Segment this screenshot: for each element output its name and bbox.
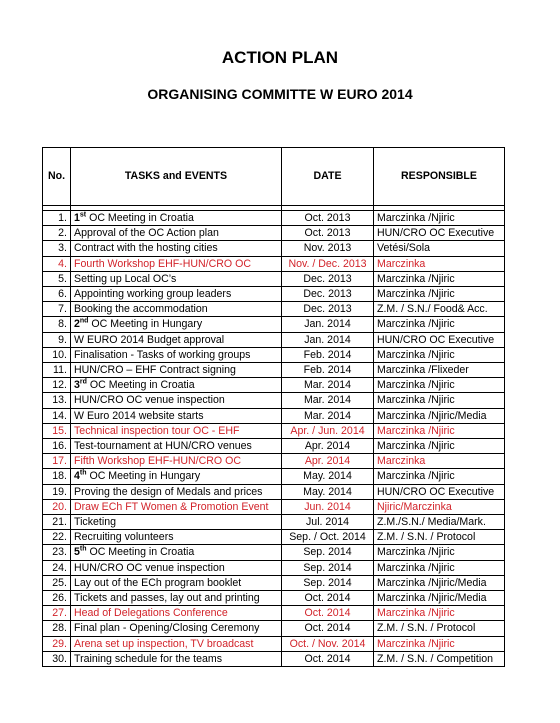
row-number: 23. bbox=[43, 545, 71, 560]
row-task: Appointing working group leaders bbox=[71, 287, 282, 302]
row-date: May. 2014 bbox=[282, 469, 374, 484]
table-row bbox=[43, 226, 505, 241]
table-row bbox=[43, 454, 505, 469]
row-task: Head of Delegations Conference bbox=[71, 606, 282, 621]
row-task: Approval of the OC Action plan bbox=[71, 226, 282, 241]
header-date: DATE bbox=[282, 148, 374, 206]
row-task: Arena set up inspection, TV broadcast bbox=[71, 636, 282, 651]
row-number: 11. bbox=[43, 363, 71, 378]
row-task bbox=[71, 469, 282, 484]
task-ordinal-suffix: st bbox=[79, 211, 87, 219]
row-number: 12. bbox=[43, 378, 71, 393]
row-number: 1. bbox=[43, 211, 71, 226]
row-task: Finalisation - Tasks of working groups bbox=[71, 347, 282, 362]
table-row bbox=[43, 378, 505, 393]
row-date: Oct. 2013 bbox=[282, 226, 374, 241]
table-row bbox=[43, 651, 505, 666]
document-title: ACTION PLAN bbox=[221, 48, 339, 67]
header-no: No. bbox=[43, 148, 71, 206]
row-number: 6. bbox=[43, 287, 71, 302]
task-text: OC Meeting in Hungary bbox=[89, 470, 201, 483]
table-row bbox=[43, 621, 505, 636]
row-date: Mar. 2014 bbox=[282, 408, 374, 423]
row-number: 22. bbox=[43, 530, 71, 545]
task-text: OC Meeting in Hungary bbox=[91, 318, 203, 331]
header-responsible: RESPONSIBLE bbox=[374, 148, 505, 206]
row-task: HUN/CRO OC venue inspection bbox=[71, 560, 282, 575]
row-responsible: Marczinka /Flixeder bbox=[374, 363, 505, 378]
row-date: Dec. 2013 bbox=[282, 287, 374, 302]
table-row bbox=[43, 241, 505, 256]
row-date: Apr. 2014 bbox=[282, 454, 374, 469]
table-row bbox=[43, 271, 505, 286]
row-responsible: Z.M. / S.N. / Protocol bbox=[374, 530, 505, 545]
table-row bbox=[43, 575, 505, 590]
row-number: 18. bbox=[43, 469, 71, 484]
row-task: W Euro 2014 website starts bbox=[71, 408, 282, 423]
row-task: Tickets and passes, lay out and printing bbox=[71, 591, 282, 606]
row-task: Test-tournament at HUN/CRO venues bbox=[71, 439, 282, 454]
table-row bbox=[43, 499, 505, 514]
row-number: 4. bbox=[43, 256, 71, 271]
task-text: OC Meeting in Croatia bbox=[89, 379, 195, 392]
row-date: May. 2014 bbox=[282, 484, 374, 499]
table-row bbox=[43, 256, 505, 271]
row-task: Booking the accommodation bbox=[71, 302, 282, 317]
document-subtitle: ORGANISING COMMITTE W EURO 2014 bbox=[147, 86, 413, 102]
row-date: Sep. 2014 bbox=[282, 575, 374, 590]
row-number: 16. bbox=[43, 439, 71, 454]
task-text: OC Meeting in Croatia bbox=[89, 546, 195, 559]
table-row bbox=[43, 287, 505, 302]
row-responsible: Marczinka /Njiric bbox=[374, 271, 505, 286]
task-ordinal: 4 bbox=[74, 470, 80, 483]
table-row bbox=[43, 484, 505, 499]
row-responsible: Marczinka /Njiric/Media bbox=[374, 575, 505, 590]
row-date: Oct. 2014 bbox=[282, 651, 374, 666]
row-date: Oct. 2013 bbox=[282, 211, 374, 226]
row-number: 10. bbox=[43, 347, 71, 362]
row-date: Apr. / Jun. 2014 bbox=[282, 423, 374, 438]
table-row bbox=[43, 560, 505, 575]
row-number: 7. bbox=[43, 302, 71, 317]
row-date: Nov. / Dec. 2013 bbox=[282, 256, 374, 271]
row-number: 13. bbox=[43, 393, 71, 408]
table-row bbox=[43, 302, 505, 317]
table-row bbox=[43, 332, 505, 347]
row-responsible: HUN/CRO OC Executive bbox=[374, 484, 505, 499]
row-task: Draw ECh FT Women & Promotion Event bbox=[71, 499, 282, 514]
row-number: 24. bbox=[43, 560, 71, 575]
row-responsible: Marczinka /Njiric/Media bbox=[374, 408, 505, 423]
row-responsible: Marczinka /Njiric bbox=[374, 606, 505, 621]
table-row bbox=[43, 606, 505, 621]
row-task: Recruiting volunteers bbox=[71, 530, 282, 545]
row-task: Lay out of the ECh program booklet bbox=[71, 575, 282, 590]
row-task: Proving the design of Medals and prices bbox=[71, 484, 282, 499]
row-responsible: Marczinka /Njiric/Media bbox=[374, 591, 505, 606]
table-row bbox=[43, 408, 505, 423]
row-number: 15. bbox=[43, 423, 71, 438]
table-row bbox=[43, 636, 505, 651]
row-task: Contract with the hosting cities bbox=[71, 241, 282, 256]
row-responsible: HUN/CRO OC Executive bbox=[374, 332, 505, 347]
row-responsible: HUN/CRO OC Executive bbox=[374, 226, 505, 241]
row-number: 26. bbox=[43, 591, 71, 606]
row-task bbox=[71, 211, 282, 226]
row-number: 29. bbox=[43, 636, 71, 651]
row-task: HUN/CRO OC venue inspection bbox=[71, 393, 282, 408]
table-row bbox=[43, 393, 505, 408]
row-date: Jun. 2014 bbox=[282, 499, 374, 514]
action-plan-table bbox=[42, 147, 505, 667]
row-responsible: Marczinka /Njiric bbox=[374, 317, 505, 332]
row-date: Sep. / Oct. 2014 bbox=[282, 530, 374, 545]
row-date: Jul. 2014 bbox=[282, 515, 374, 530]
row-task: Setting up Local OC’s bbox=[71, 271, 282, 286]
table-row bbox=[43, 423, 505, 438]
row-date: Sep. 2014 bbox=[282, 545, 374, 560]
row-number: 19. bbox=[43, 484, 71, 499]
row-date: Feb. 2014 bbox=[282, 363, 374, 378]
row-date: Jan. 2014 bbox=[282, 332, 374, 347]
row-task bbox=[71, 317, 282, 332]
row-date: Jan. 2014 bbox=[282, 317, 374, 332]
row-number: 2. bbox=[43, 226, 71, 241]
row-responsible: Vetési/Sola bbox=[374, 241, 505, 256]
row-responsible: Marczinka /Njiric bbox=[374, 378, 505, 393]
row-task: Training schedule for the teams bbox=[71, 651, 282, 666]
row-number: 9. bbox=[43, 332, 71, 347]
task-ordinal-suffix: th bbox=[79, 545, 87, 553]
table-row bbox=[43, 363, 505, 378]
row-number: 14. bbox=[43, 408, 71, 423]
row-date: Feb. 2014 bbox=[282, 347, 374, 362]
task-ordinal: 3 bbox=[74, 379, 80, 392]
row-responsible: Marczinka /Njiric bbox=[374, 287, 505, 302]
table-row bbox=[43, 545, 505, 560]
row-task: Ticketing bbox=[71, 515, 282, 530]
table-row bbox=[43, 530, 505, 545]
row-responsible: Marczinka /Njiric bbox=[374, 393, 505, 408]
task-ordinal-suffix: nd bbox=[79, 317, 89, 325]
row-responsible: Marczinka /Njiric bbox=[374, 423, 505, 438]
row-responsible: Marczinka /Njiric bbox=[374, 636, 505, 651]
row-task: W EURO 2014 Budget approval bbox=[71, 332, 282, 347]
row-number: 17. bbox=[43, 454, 71, 469]
row-responsible: Marczinka /Njiric bbox=[374, 439, 505, 454]
table-row bbox=[43, 469, 505, 484]
row-date: Oct. 2014 bbox=[282, 621, 374, 636]
table-row bbox=[43, 591, 505, 606]
row-responsible: Z.M. / S.N./ Food& Acc. bbox=[374, 302, 505, 317]
row-responsible: Marczinka bbox=[374, 454, 505, 469]
task-ordinal: 5 bbox=[74, 546, 80, 559]
row-number: 27. bbox=[43, 606, 71, 621]
row-task: Technical inspection tour OC - EHF bbox=[71, 423, 282, 438]
row-responsible: Marczinka /Njiric bbox=[374, 211, 505, 226]
table-row bbox=[43, 515, 505, 530]
row-responsible: Marczinka bbox=[374, 256, 505, 271]
task-ordinal-suffix: th bbox=[79, 469, 87, 477]
row-date: Mar. 2014 bbox=[282, 393, 374, 408]
table-row bbox=[43, 211, 505, 226]
row-task: Final plan - Opening/Closing Ceremony bbox=[71, 621, 282, 636]
row-responsible: Z.M./S.N./ Media/Mark. bbox=[374, 515, 505, 530]
row-number: 25. bbox=[43, 575, 71, 590]
row-task: HUN/CRO – EHF Contract signing bbox=[71, 363, 282, 378]
row-date: Dec. 2013 bbox=[282, 302, 374, 317]
row-date: Oct. 2014 bbox=[282, 591, 374, 606]
row-responsible: Z.M. / S.N. / Competition bbox=[374, 651, 505, 666]
row-task bbox=[71, 378, 282, 393]
row-number: 8. bbox=[43, 317, 71, 332]
row-task bbox=[71, 545, 282, 560]
row-number: 3. bbox=[43, 241, 71, 256]
row-date: Dec. 2013 bbox=[282, 271, 374, 286]
row-date: Apr. 2014 bbox=[282, 439, 374, 454]
header-task: TASKS and EVENTS bbox=[71, 148, 282, 206]
row-responsible: Marczinka /Njiric bbox=[374, 469, 505, 484]
row-date: Oct. 2014 bbox=[282, 606, 374, 621]
row-number: 5. bbox=[43, 271, 71, 286]
task-text: OC Meeting in Croatia bbox=[89, 212, 194, 224]
task-ordinal-suffix: rd bbox=[79, 378, 87, 386]
row-responsible: Marczinka /Njiric bbox=[374, 347, 505, 362]
table-row bbox=[43, 317, 505, 332]
task-ordinal: 1 bbox=[74, 212, 80, 224]
row-responsible: Marczinka /Njiric bbox=[374, 560, 505, 575]
row-number: 20. bbox=[43, 499, 71, 514]
row-date: Oct. / Nov. 2014 bbox=[282, 636, 374, 651]
row-date: Sep. 2014 bbox=[282, 560, 374, 575]
table-header-row bbox=[43, 148, 505, 206]
row-responsible: Njiric/Marczinka bbox=[374, 499, 505, 514]
table-row bbox=[43, 347, 505, 362]
row-task: Fifth Workshop EHF-HUN/CRO OC bbox=[71, 454, 282, 469]
row-responsible: Marczinka /Njiric bbox=[374, 545, 505, 560]
row-task: Fourth Workshop EHF-HUN/CRO OC bbox=[71, 256, 282, 271]
row-number: 30. bbox=[43, 651, 71, 666]
task-ordinal: 2 bbox=[74, 318, 80, 331]
row-date: Mar. 2014 bbox=[282, 378, 374, 393]
row-number: 21. bbox=[43, 515, 71, 530]
row-date: Nov. 2013 bbox=[282, 241, 374, 256]
row-responsible: Z.M. / S.N. / Protocol bbox=[374, 621, 505, 636]
row-number: 28. bbox=[43, 621, 71, 636]
table-row bbox=[43, 439, 505, 454]
